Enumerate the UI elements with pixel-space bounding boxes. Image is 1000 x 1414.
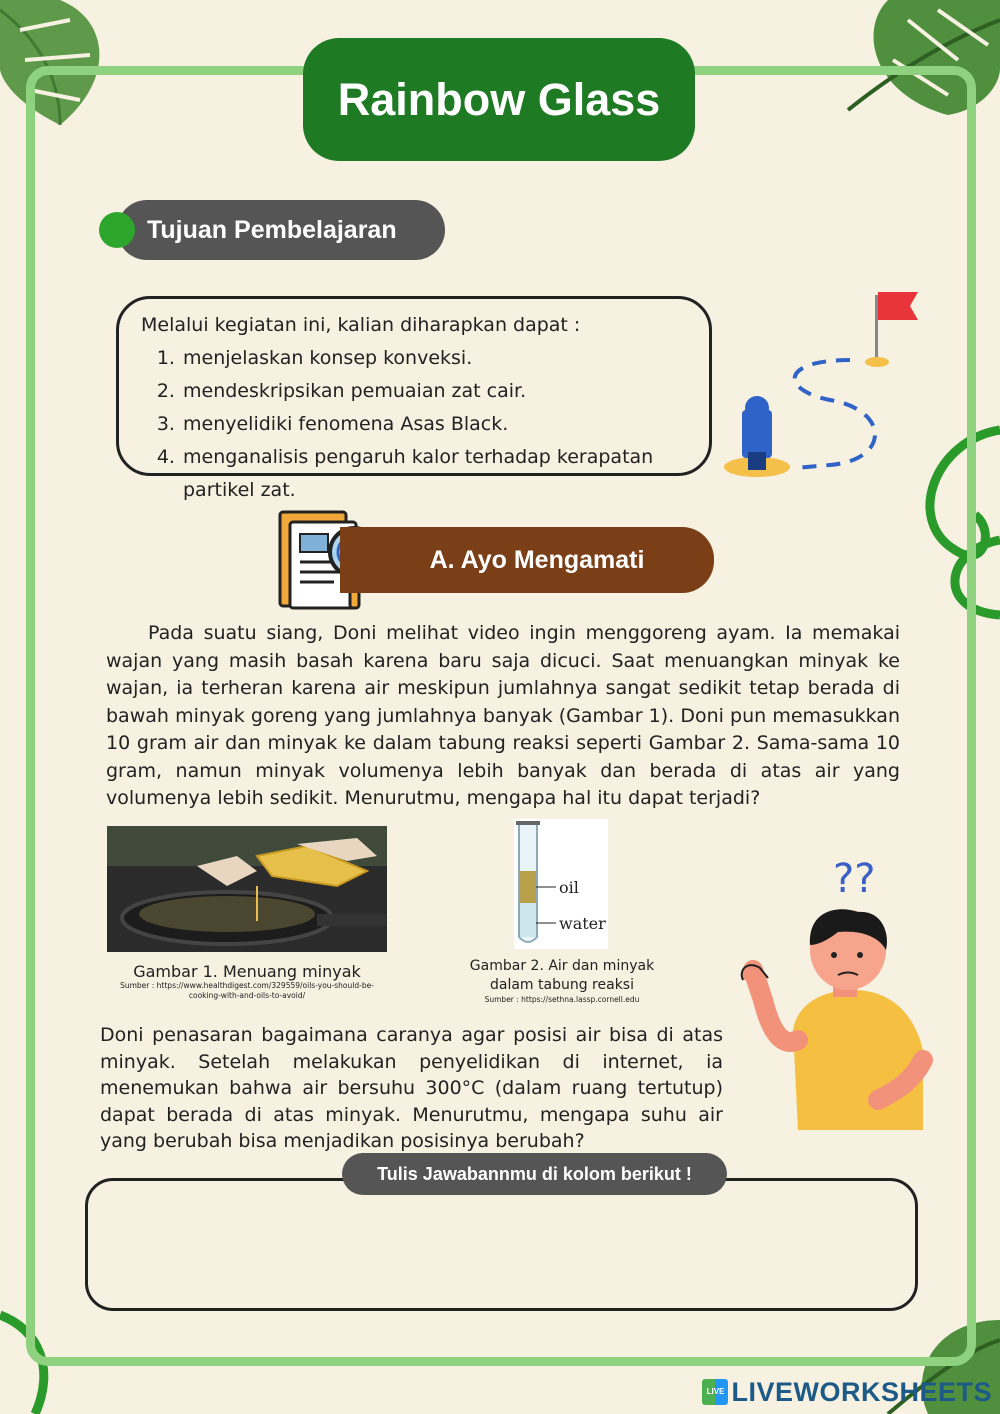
figure-test-tube [514,819,608,949]
footer-brand [702,1377,992,1408]
answer-box[interactable] [85,1178,918,1311]
objectives-list [141,342,695,507]
liveworksheets-logo-icon: LIVE [702,1379,728,1405]
figure-pouring-oil [107,826,387,952]
observation-paragraph: Pada suatu siang, Doni melihat video ingin menggoreng ayam. Ia memakai wajan yang masih basah karena baru saja dicuci. Saat menuangkan minyak ke wajan, ia terheran karena air meskipun jumlahnya sangat sedikit tetap berada di bawah minyak goreng yang jumlahnya banyak (Gambar 1). Doni pun memasukkan 10 gram air dan minyak ke dalam tabung reaksi seperti Gambar 2. Sama-sama 10 gram, namun minyak volumenya lebih banyak dan berada di atas air yang volumenya lebih sedikit. Menurutmu, mengapa hal itu dapat terjadi? [106,622,900,809]
figure2-caption-block [458,957,666,1005]
figure2-source: Sumber : https://sethna.lassp.cornell.edu [484,995,640,1004]
figure1-caption-block [107,962,387,1001]
objective-item: 2. mendeskripsikan pemuaian zat cair. [181,375,695,408]
objectives-heading: Tujuan Pembelajaran [117,200,445,260]
question-marks: ?? [833,856,876,902]
figure2-caption-line2: dalam tabung reaksi [490,977,634,993]
section-a-heading: A. Ayo Mengamati [340,527,714,593]
objectives-box [116,296,712,501]
objectives-bullet-icon [99,212,135,248]
page-title: Rainbow Glass [303,38,695,161]
figure1-source: Sumber : https://www.healthdigest.com/329559/oils-you-should-be-cooking-with-and-oils-to-avoid/ [120,981,374,1000]
objective-item: 3. menyelidiki fenomena Asas Black. [181,408,695,441]
label-water: water [559,914,606,933]
footer-brand-text: LIVEWORKSHEETS [731,1377,992,1407]
figure1-caption: Gambar 1. Menuang minyak [133,962,361,981]
objectives-intro: Melalui kegiatan ini, kalian diharapkan dapat : [141,314,581,336]
objective-item: 4. menganalisis pengaruh kalor terhadap kerapatan partikel zat. [181,441,695,507]
confused-boy-illustration-icon [738,850,938,1130]
goal-path-illustration-icon [720,290,925,485]
question-paragraph: Doni penasaran bagaimana caranya agar posisi air bisa di atas minyak. Setelah melakukan penyelidikan di internet, ia menemukan bahwa air bersuhu 300°C (dalam ruang tertutup) dapat berada di atas minyak. Menurutmu, mengapa suhu air yang berubah bisa menjadikan posisinya berubah? [100,1024,723,1152]
label-oil: oil [559,878,579,897]
figure2-caption-line1: Gambar 2. Air dan minyak [469,958,655,974]
answer-label: Tulis Jawabannmu di kolom berikut ! [342,1153,727,1195]
objective-item: 1. menjelaskan konsep konveksi. [181,342,695,375]
